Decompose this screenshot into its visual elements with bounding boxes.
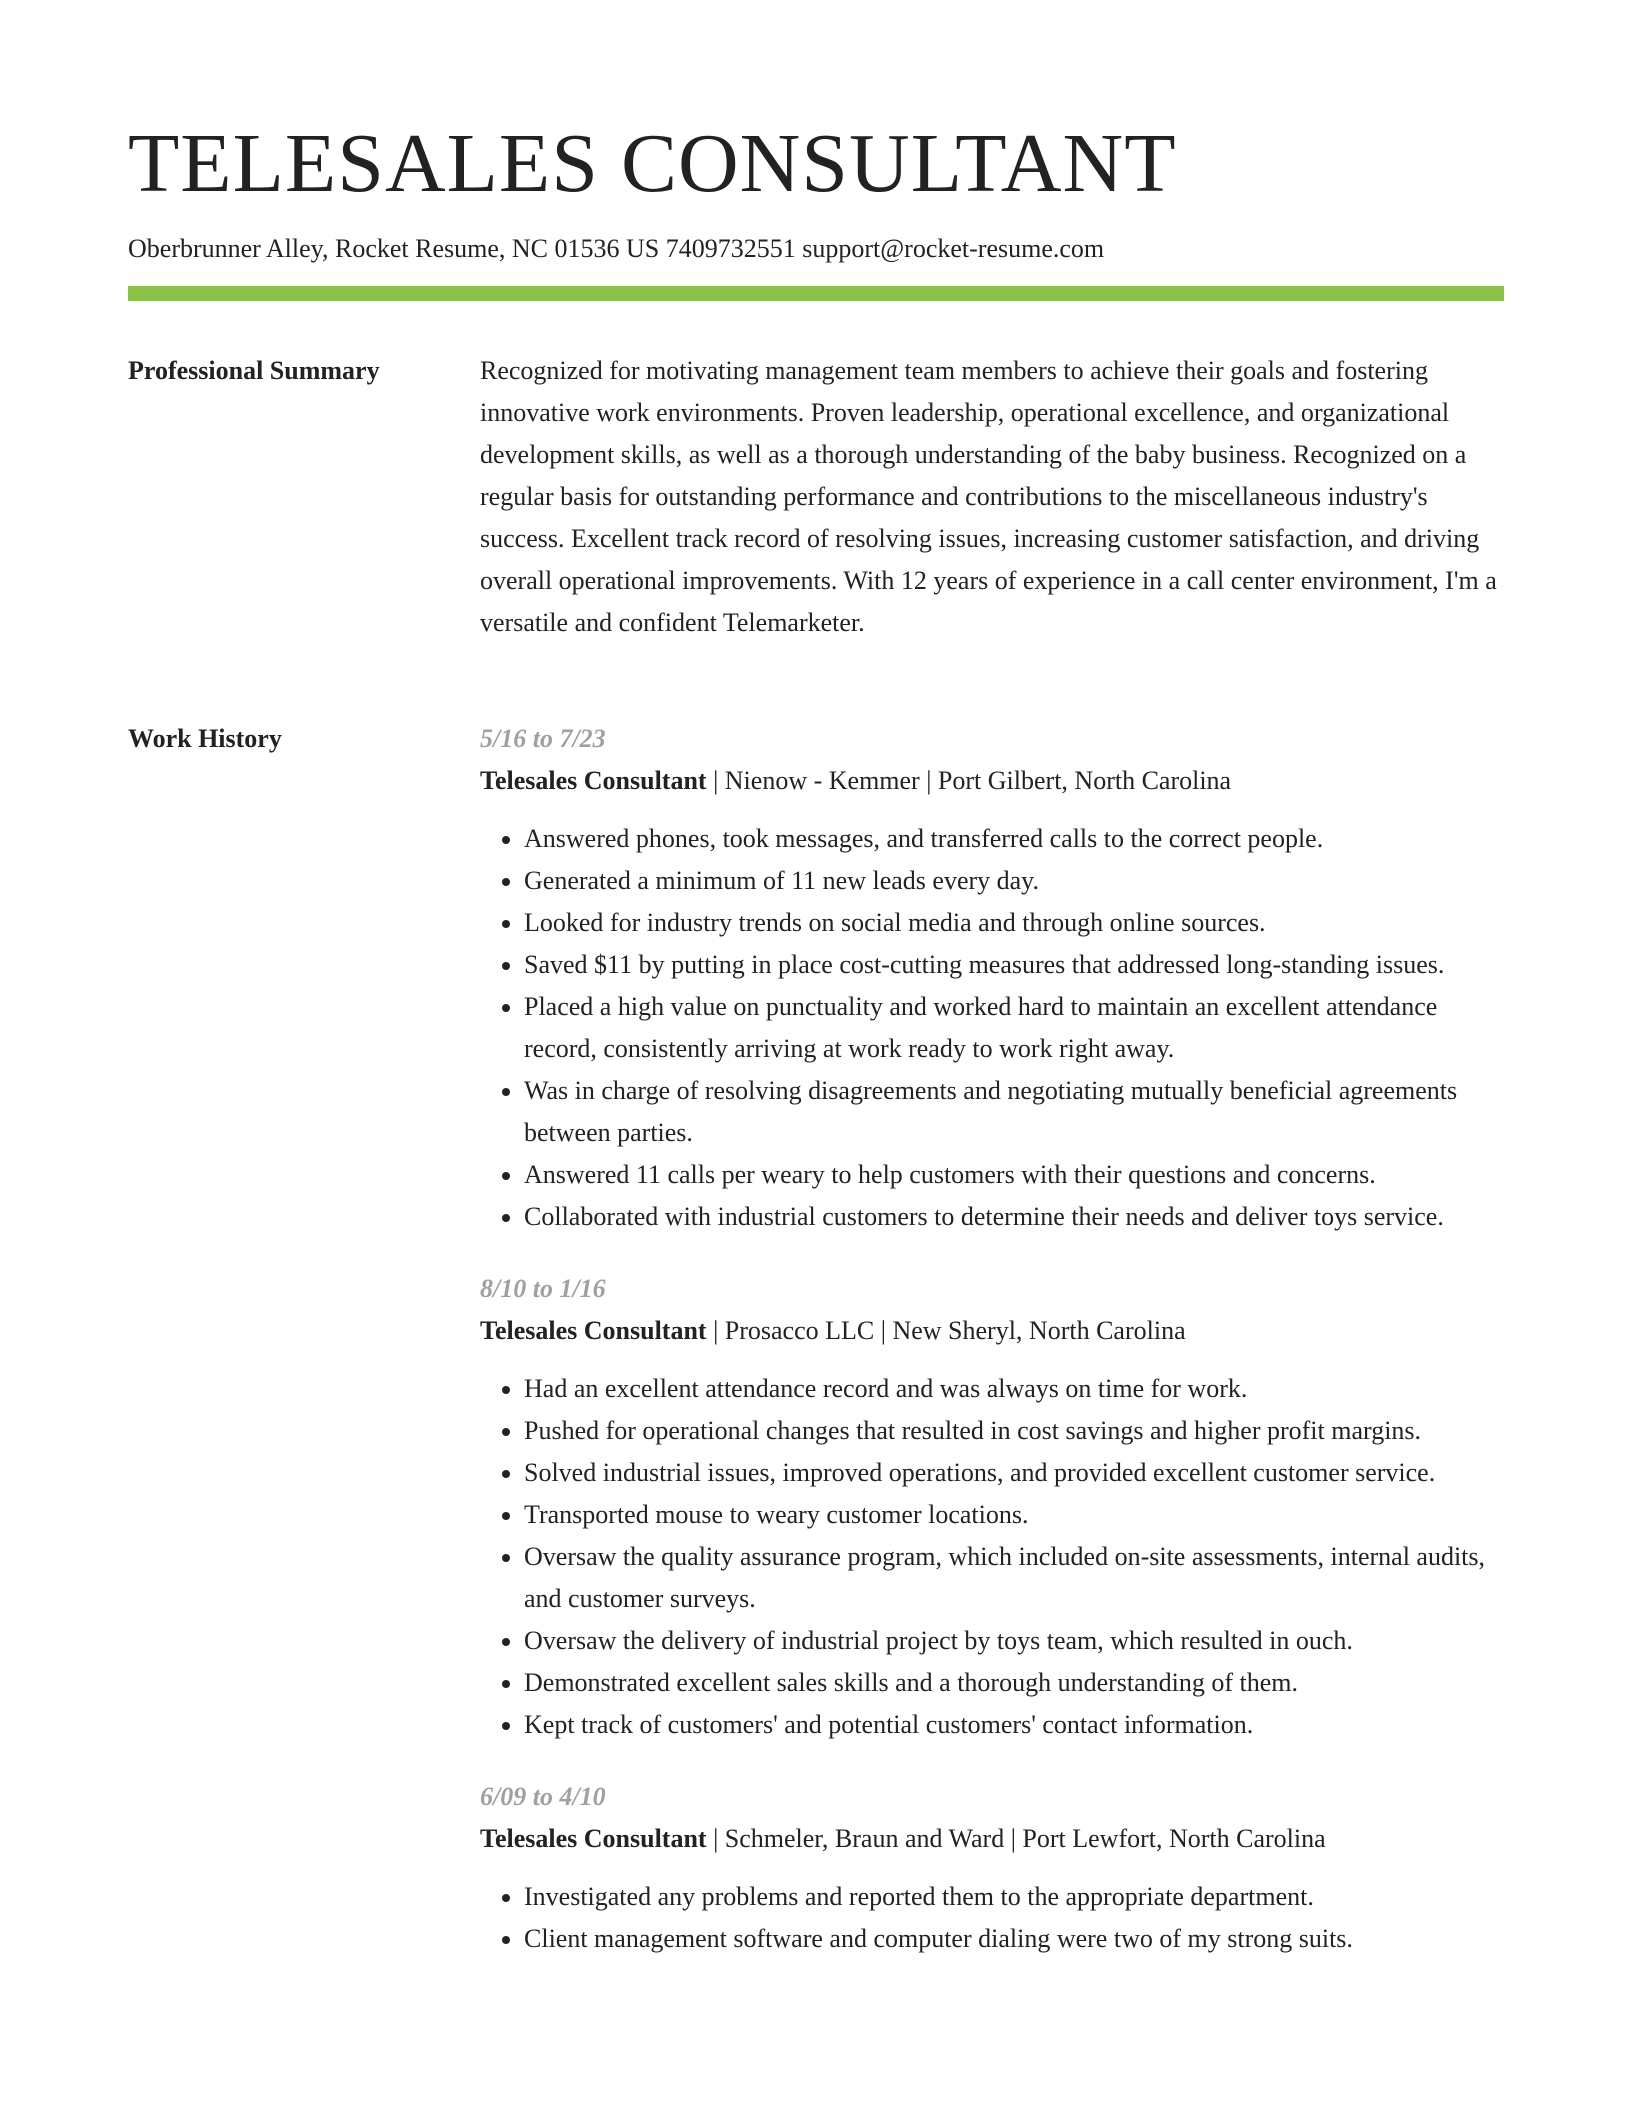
job-bullets — [480, 818, 1504, 1238]
job-bullet: • Answered 11 calls per weary to help customers with their questions and concerns. — [524, 1154, 1504, 1196]
summary-section — [480, 350, 1504, 644]
job-heading — [480, 760, 1504, 802]
job-bullet: • Demonstrated excellent sales skills and a thorough understanding of them. — [524, 1662, 1504, 1704]
contact-line: Oberbrunner Alley, Rocket Resume, NC 01536 US 7409732551 support@rocket-resume.com — [128, 234, 1105, 263]
work-history-heading: Work History — [128, 724, 282, 753]
job-bullet: • Generated a minimum of 11 new leads every day. — [524, 860, 1504, 902]
job-details: | Nienow - Kemmer | Port Gilbert, North Carolina — [706, 766, 1232, 795]
job-details: | Schmeler, Braun and Ward | Port Lewfort, North Carolina — [706, 1824, 1326, 1853]
job-bullet: • Oversaw the quality assurance program, which included on-site assessments, internal audits, and customer surveys. — [524, 1536, 1504, 1620]
job-bullet: • Looked for industry trends on social media and through online sources. — [524, 902, 1504, 944]
job-bullet: • Collaborated with industrial customers to determine their needs and deliver toys service. — [524, 1196, 1504, 1238]
job-details: | Prosacco LLC | New Sheryl, North Carolina — [706, 1316, 1186, 1345]
job-dates: 8/10 to 1/16 — [480, 1274, 606, 1303]
job-bullet: • Had an excellent attendance record and was always on time for work. — [524, 1368, 1504, 1410]
summary-text: Recognized for motivating management team members to achieve their goals and fostering innovative work environments. Proven leadership, operational excellence, and organizational development skills, as well as a thorough understanding of the baby business. Recognized on a regular basis for outstanding performance and contributions to the miscellaneous industry's success. Excellent track record of resolving issues, increasing customer satisfaction, and driving overall operational improvements. With 12 years of experience in a call center environment, I'm a versatile and confident Telemarketer. — [480, 356, 1497, 637]
job-bullet: • Kept track of customers' and potential customers' contact information. — [524, 1704, 1504, 1746]
job-bullets — [480, 1876, 1504, 1960]
job-bullets — [480, 1368, 1504, 1746]
job-bullet: • Was in charge of resolving disagreements and negotiating mutually beneficial agreements between parties. — [524, 1070, 1504, 1154]
job-title: Telesales Consultant — [480, 766, 707, 795]
job-dates: 5/16 to 7/23 — [480, 724, 606, 753]
accent-divider — [128, 286, 1504, 301]
job-bullet: • Answered phones, took messages, and transferred calls to the correct people. — [524, 818, 1504, 860]
work-history-section — [480, 718, 1504, 1990]
job-title: Telesales Consultant — [480, 1824, 707, 1853]
job-entry — [480, 1776, 1504, 1960]
job-bullet: • Solved industrial issues, improved operations, and provided excellent customer service. — [524, 1452, 1504, 1494]
resume-name: TELESALES CONSULTANT — [128, 117, 1177, 210]
job-bullet: • Oversaw the delivery of industrial project by toys team, which resulted in ouch. — [524, 1620, 1504, 1662]
job-bullet: • Transported mouse to weary customer locations. — [524, 1494, 1504, 1536]
job-entry — [480, 1268, 1504, 1746]
job-bullet: • Client management software and computer dialing were two of my strong suits. — [524, 1918, 1504, 1960]
summary-heading: Professional Summary — [128, 356, 380, 385]
job-bullet: • Saved $11 by putting in place cost-cutting measures that addressed long-standing issues. — [524, 944, 1504, 986]
job-heading — [480, 1818, 1504, 1860]
job-heading — [480, 1310, 1504, 1352]
job-bullet: • Placed a high value on punctuality and worked hard to maintain an excellent attendance record, consistently arriving at work ready to work right away. — [524, 986, 1504, 1070]
job-entry — [480, 718, 1504, 1238]
job-bullet: • Investigated any problems and reported them to the appropriate department. — [524, 1876, 1504, 1918]
job-dates: 6/09 to 4/10 — [480, 1782, 606, 1811]
job-bullet: • Pushed for operational changes that resulted in cost savings and higher profit margins. — [524, 1410, 1504, 1452]
job-title: Telesales Consultant — [480, 1316, 707, 1345]
